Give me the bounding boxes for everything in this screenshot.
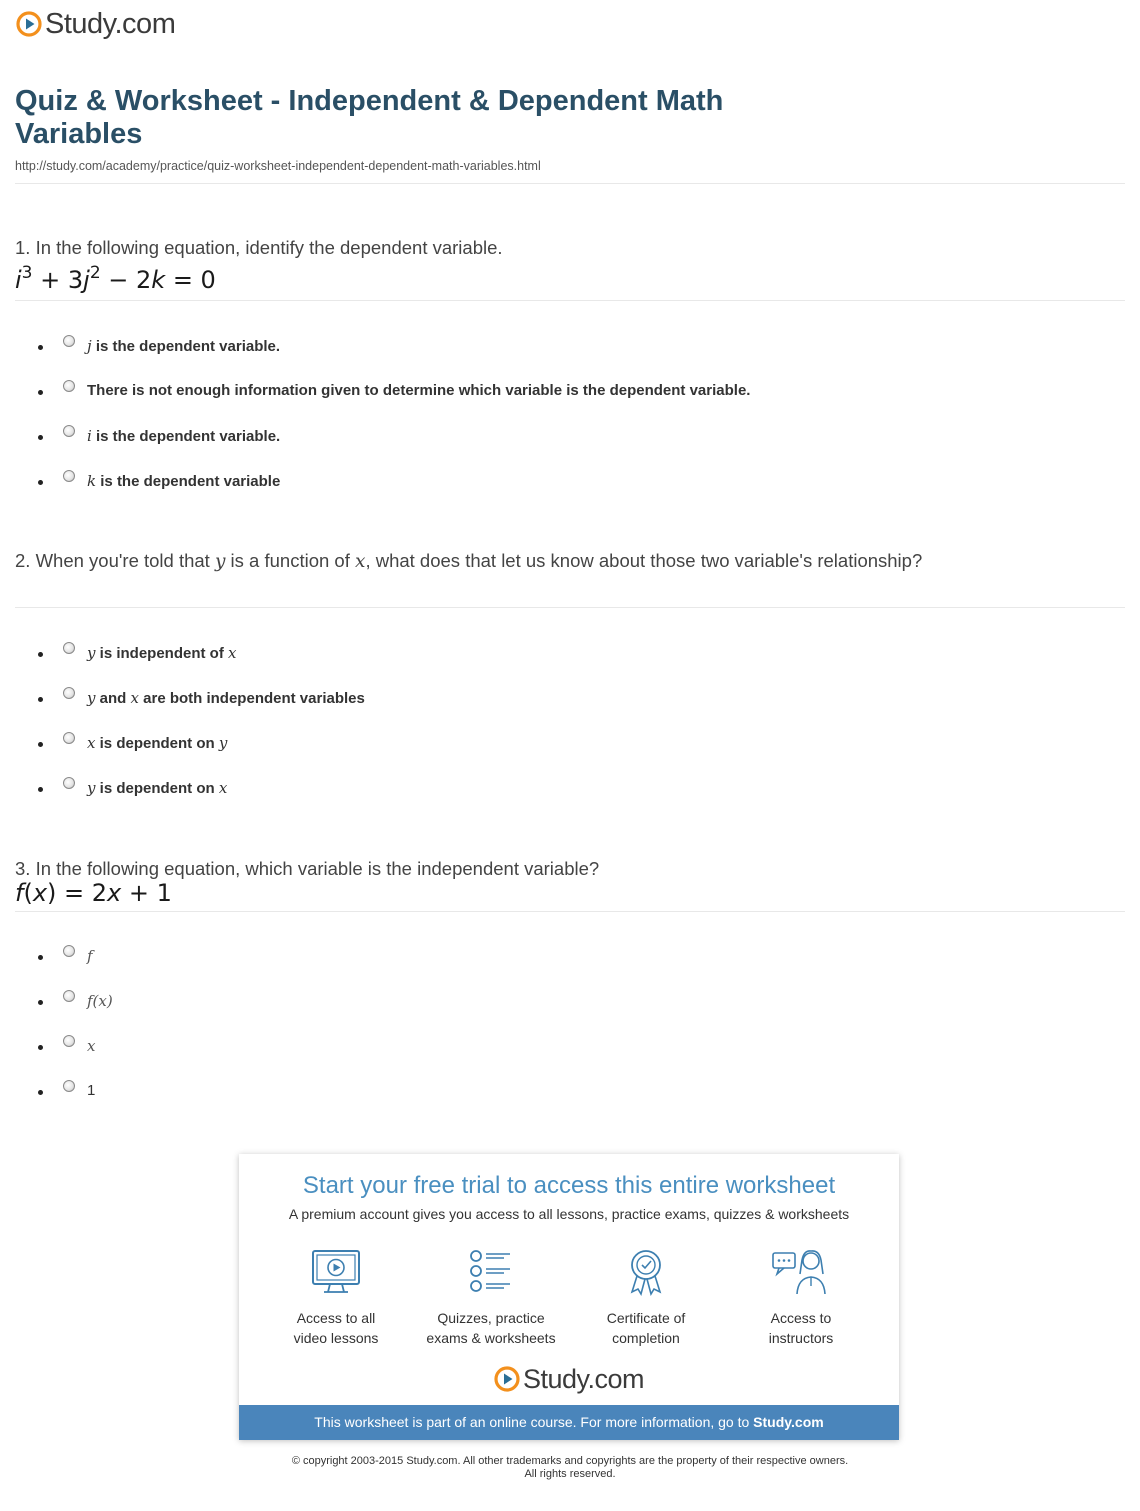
bullet bbox=[38, 390, 43, 395]
option-radio[interactable] bbox=[63, 335, 75, 347]
option-radio[interactable] bbox=[63, 945, 75, 957]
bullet bbox=[38, 1090, 43, 1095]
bullet bbox=[38, 1000, 43, 1005]
question-2-text: 2. When you're told that y is a function of x, what does that let us know about those two variable's relationship? bbox=[15, 550, 923, 572]
bullet bbox=[38, 652, 43, 657]
feature-label: Quizzes, practice exams & worksheets bbox=[426, 1310, 556, 1346]
option-radio[interactable] bbox=[63, 1035, 75, 1047]
logo-text: Study.com bbox=[522, 1364, 645, 1394]
option-label: j is the dependent variable. bbox=[87, 337, 281, 355]
question-3-equation: f(x) = 2x + 1 bbox=[15, 879, 172, 907]
option-label: 1 bbox=[87, 1082, 96, 1099]
feature-label: Access to all video lessons bbox=[293, 1310, 379, 1346]
option-radio[interactable] bbox=[63, 425, 75, 437]
option-radio[interactable] bbox=[63, 380, 75, 392]
question-1-text: 1. In the following equation, identify the dependent variable. bbox=[15, 237, 503, 258]
question-3-text: 3. In the following equation, which variable is the independent variable? bbox=[15, 858, 600, 879]
option-label: x bbox=[87, 1037, 96, 1055]
feature-video-lessons bbox=[261, 1248, 411, 1348]
copyright-footer bbox=[0, 1455, 1140, 1481]
option-label: k is the dependent variable bbox=[87, 472, 281, 490]
bullet bbox=[38, 697, 43, 702]
bar-text: This worksheet is part of an online course. For more information, go to bbox=[314, 1414, 754, 1430]
feature-label: Access to instructors bbox=[768, 1310, 834, 1346]
divider bbox=[15, 607, 1125, 608]
course-info-bar bbox=[239, 1405, 899, 1440]
feature-certificate bbox=[571, 1248, 721, 1348]
option-label: x is dependent on y bbox=[87, 734, 228, 752]
bullet bbox=[38, 955, 43, 960]
video-lesson-icon bbox=[310, 1248, 362, 1296]
feature-label: Certificate of completion bbox=[606, 1310, 686, 1346]
bullet bbox=[38, 742, 43, 747]
option-label: y is independent of x bbox=[87, 644, 237, 662]
option-label: i is the dependent variable. bbox=[87, 427, 281, 445]
option-radio[interactable] bbox=[63, 990, 75, 1002]
divider bbox=[15, 911, 1125, 912]
option-radio[interactable] bbox=[63, 470, 75, 482]
study-logo[interactable] bbox=[16, 9, 175, 39]
promo-study-logo[interactable] bbox=[239, 1364, 899, 1394]
copyright-line: © copyright 2003-2015 Study.com. All other trademarks and copyrights are the property of their respective owners. bbox=[291, 1455, 849, 1467]
rights-line: All rights reserved. bbox=[524, 1468, 616, 1480]
divider bbox=[15, 300, 1125, 301]
option-radio[interactable] bbox=[63, 777, 75, 789]
option-radio[interactable] bbox=[63, 687, 75, 699]
bullet bbox=[38, 345, 43, 350]
page-url[interactable]: http://study.com/academy/practice/quiz-worksheet-independent-dependent-math-variables.html bbox=[15, 159, 541, 173]
option-label: f(x) bbox=[87, 992, 113, 1010]
feature-instructors bbox=[726, 1248, 876, 1348]
option-radio[interactable] bbox=[63, 1080, 75, 1092]
quiz-list-icon bbox=[465, 1248, 517, 1296]
option-radio[interactable] bbox=[63, 642, 75, 654]
bullet bbox=[38, 435, 43, 440]
bullet bbox=[38, 1045, 43, 1050]
instructor-chat-icon bbox=[771, 1248, 831, 1296]
question-1-equation: $i^3 + 3j^2 - 2k = 0$ bbox=[15, 263, 216, 294]
logo-text: Study.com bbox=[45, 8, 176, 40]
option-label: There is not enough information given to determine which variable is the dependent variable. bbox=[87, 382, 751, 399]
option-label: f bbox=[87, 947, 93, 965]
bullet bbox=[38, 480, 43, 485]
certificate-ribbon-icon bbox=[620, 1248, 672, 1296]
page-title: Quiz & Worksheet - Independent & Dependent Math Variables bbox=[15, 85, 724, 150]
divider bbox=[15, 183, 1125, 184]
option-radio[interactable] bbox=[63, 732, 75, 744]
promo-heading[interactable]: Start your free trial to access this entire worksheet bbox=[302, 1172, 836, 1199]
bullet bbox=[38, 787, 43, 792]
play-logo-icon bbox=[494, 1366, 520, 1392]
study-link[interactable]: Study.com bbox=[753, 1414, 824, 1430]
free-trial-promo bbox=[239, 1154, 899, 1440]
option-label: y and x are both independent variables bbox=[87, 689, 365, 707]
promo-subheading: A premium account gives you access to all lessons, practice exams, quizzes & worksheets bbox=[288, 1206, 850, 1222]
option-label: y is dependent on x bbox=[87, 779, 228, 797]
play-logo-icon bbox=[16, 11, 42, 37]
feature-quizzes bbox=[416, 1248, 566, 1348]
